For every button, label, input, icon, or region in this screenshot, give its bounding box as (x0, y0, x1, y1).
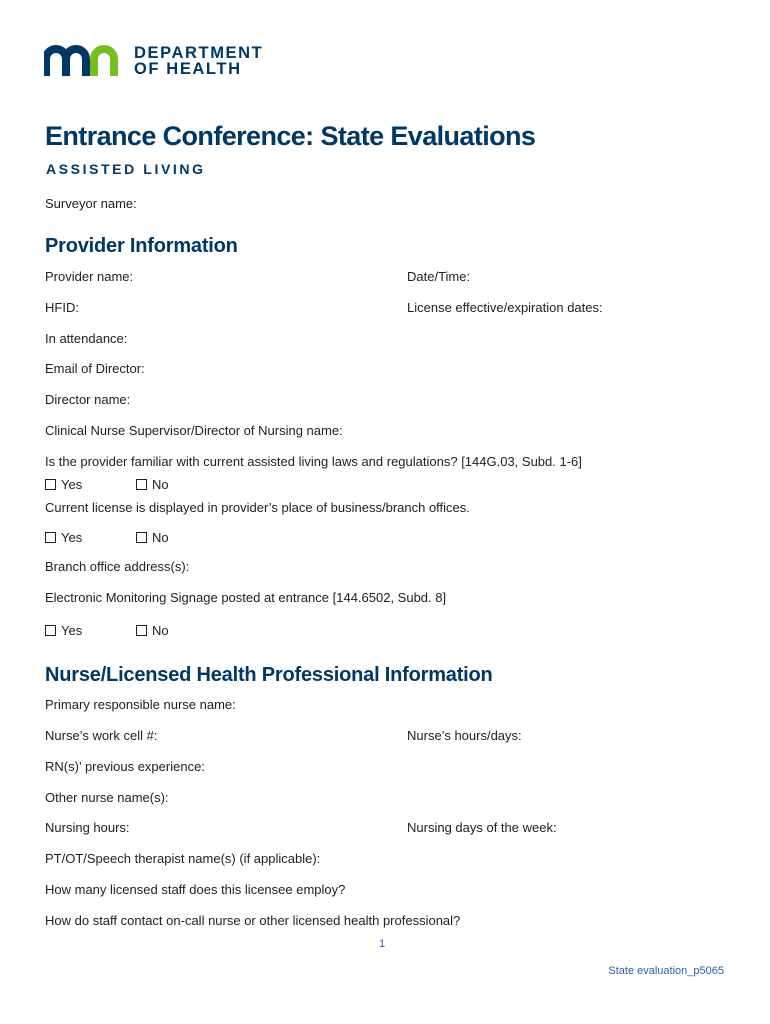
license-displayed-yes-checkbox[interactable] (45, 530, 82, 545)
checkbox-label: No (152, 477, 169, 492)
nurse-section-heading: Nurse/Licensed Health Professional Information (45, 664, 493, 686)
logo-line-2: OF HEALTH (134, 60, 242, 78)
provider-name-field[interactable]: Provider name: (45, 269, 134, 284)
date-time-field[interactable]: Date/Time: (407, 269, 471, 284)
primary-nurse-name-field[interactable]: Primary responsible nurse name: (45, 697, 236, 712)
hfid-field[interactable]: HFID: (45, 300, 79, 315)
familiar-laws-no-checkbox[interactable] (136, 477, 169, 492)
clinical-nurse-supervisor-field[interactable]: Clinical Nurse Supervisor/Director of Nursing name: (45, 423, 343, 438)
director-email-field[interactable]: Email of Director: (45, 361, 145, 376)
familiar-laws-yes-checkbox[interactable] (45, 477, 82, 492)
licensed-staff-count-field[interactable]: How many licensed staff does this licensee employ? (45, 882, 346, 897)
checkbox-square-icon (136, 532, 147, 543)
checkbox-label: Yes (61, 477, 83, 492)
checkbox-label: No (152, 623, 169, 638)
surveyor-name-field[interactable]: Surveyor name: (45, 196, 137, 211)
footer-doc-id: State evaluation_p5065 (608, 965, 724, 977)
license-displayed-no-checkbox[interactable] (136, 530, 169, 545)
license-dates-field[interactable]: License effective/expiration dates: (407, 300, 603, 315)
mn-department-of-health-logo (44, 44, 263, 78)
page-number: 1 (379, 938, 386, 950)
checkbox-label: No (152, 530, 169, 545)
logo-wordmark (134, 45, 263, 77)
page-subtitle: ASSISTED LIVING (46, 161, 206, 177)
provider-section-heading: Provider Information (45, 235, 238, 257)
on-call-contact-field[interactable]: How do staff contact on-call nurse or other licensed health professional? (45, 913, 461, 928)
page-title: Entrance Conference: State Evaluations (45, 121, 536, 151)
nurse-work-cell-field[interactable]: Nurse’s work cell #: (45, 728, 158, 743)
therapist-names-field[interactable]: PT/OT/Speech therapist name(s) (if applicable): (45, 851, 321, 866)
electronic-monitoring-yes-checkbox[interactable] (45, 623, 82, 638)
checkbox-square-icon (45, 625, 56, 636)
nursing-hours-field[interactable]: Nursing hours: (45, 820, 130, 835)
logo-line-1: DEPARTMENT (134, 44, 264, 62)
checkbox-label: Yes (61, 623, 83, 638)
electronic-monitoring-no-checkbox[interactable] (136, 623, 169, 638)
nurse-hours-days-field[interactable]: Nurse’s hours/days: (407, 728, 522, 743)
director-name-field[interactable]: Director name: (45, 392, 131, 407)
checkbox-square-icon (136, 625, 147, 636)
checkbox-square-icon (45, 479, 56, 490)
mn-logo-icon (44, 44, 124, 78)
nursing-days-field[interactable]: Nursing days of the week: (407, 820, 557, 835)
question-license-displayed: Current license is displayed in provider’s place of business/branch offices. (45, 500, 470, 515)
question-familiar-laws: Is the provider familiar with current assisted living laws and regulations? [144G.03, Subd. 1-6] (45, 454, 582, 469)
question-electronic-monitoring: Electronic Monitoring Signage posted at entrance [144.6502, Subd. 8] (45, 590, 447, 605)
other-nurse-names-field[interactable]: Other nurse name(s): (45, 790, 169, 805)
rn-previous-experience-field[interactable]: RN(s)’ previous experience: (45, 759, 205, 774)
checkbox-label: Yes (61, 530, 83, 545)
branch-office-address-field[interactable]: Branch office address(s): (45, 559, 190, 574)
checkbox-square-icon (45, 532, 56, 543)
checkbox-square-icon (136, 479, 147, 490)
in-attendance-field[interactable]: In attendance: (45, 331, 128, 346)
